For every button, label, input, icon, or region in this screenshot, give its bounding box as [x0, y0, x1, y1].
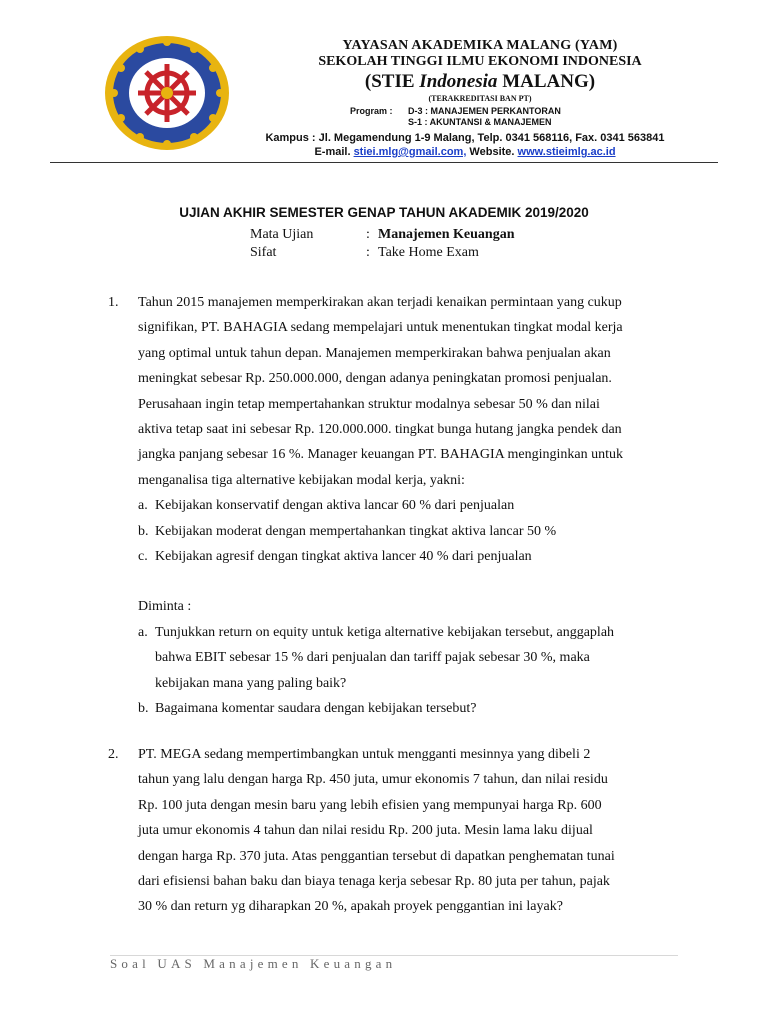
page-footer: Soal UAS Manajemen Keuangan — [110, 956, 397, 971]
asked-item-continuation: bahwa EBIT sebesar 15 % dari penjualan dan tariff pajak sebesar 30 %, maka — [155, 650, 590, 666]
question-line: signifikan, PT. BAHAGIA sedang mempelajari untuk menentukan tingkat modal kerja — [138, 320, 623, 336]
program-label: Program : — [350, 106, 393, 116]
institution-logo-icon — [102, 34, 232, 152]
asked-item-continuation: kebijakan mana yang paling baik? — [155, 675, 347, 691]
question-number: 2. — [108, 747, 119, 762]
option-item: b. Kebijakan moderat dengan mempertahankan tingkat aktiva lancar 50 % — [138, 523, 557, 539]
question-line: dari efisiensi bahan baku dan biaya tenaga kerja sebesar Rp. 80 juta per tahun, pajak — [138, 874, 610, 890]
accreditation-note: (TERAKREDITASI BAN PT) — [428, 94, 532, 103]
question-line: dengan harga Rp. 370 juta. Atas penggantian tersebut di dapatkan penghematan tunai — [138, 848, 615, 864]
question-line: juta umur ekonomis 4 tahun dan nilai residu Rp. 200 juta. Mesin lama laku dijual — [138, 823, 593, 839]
meta-row-subject: Mata Ujian : Manajemen Keuangan — [250, 227, 515, 242]
question-line: Tahun 2015 manajemen memperkirakan akan terjadi kenaikan permintaan yang cukup — [138, 295, 622, 310]
question-line: meningkat sebesar Rp. 250.000.000, dengan adanya peningkatan promosi penjualan. — [138, 371, 612, 387]
contact-info — [245, 131, 685, 159]
asked-item: b. Bagaimana komentar saudara dengan kebijakan tersebut? — [138, 701, 477, 717]
school-name: SEKOLAH TINGGI ILMU EKONOMI INDONESIA — [318, 54, 642, 69]
email-link[interactable]: stiei.mlg@gmail.com, — [353, 146, 467, 158]
letterhead-text — [240, 38, 720, 103]
question-number: 1. — [108, 295, 119, 310]
question-1-body — [138, 290, 693, 722]
foundation-name: YAYASAN AKADEMIKA MALANG (YAM) — [342, 38, 618, 53]
website-link[interactable]: www.stieimlg.ac.id — [517, 146, 616, 158]
option-item: c. Kebijakan agresif dengan tingkat aktiva lancer 40 % dari penjualan — [138, 549, 532, 565]
campus-address: Kampus : Jl. Megamendung 1-9 Malang, Telp. 0341 568116, Fax. 0341 563841 — [265, 132, 665, 144]
program-s1: S-1 : AKUNTANSI & MANAJEMEN — [408, 117, 552, 127]
contact-line: E-mail. stiei.mlg@gmail.com, Website. www.stieimlg.ac.id — [314, 146, 616, 158]
question-line: jangka panjang sebesar 16 %. Manager keuangan PT. BAHAGIA menginginkan untuk — [138, 447, 623, 463]
meta-row-type: Sifat : Take Home Exam — [250, 245, 479, 260]
program-list — [350, 106, 561, 128]
question-line: Rp. 100 juta dengan mesin baru yang lebih efisien yang mempunyai harga Rp. 600 — [138, 797, 602, 813]
option-item: a. Kebijakan konservatif dengan aktiva lancar 60 % dari penjualan — [138, 498, 515, 514]
question-line: aktiva tetap saat ini sebesar Rp. 120.000.000. tingkat bunga hutang jangka pendek dan — [138, 422, 622, 438]
question-2-body — [138, 742, 693, 920]
question-line: 30 % dan return yg diharapkan 20 %, apakah proyek penggantian ini layak? — [138, 899, 563, 915]
asked-label: Diminta : — [138, 599, 192, 615]
question-line: Perusahaan ingin tetap mempertahankan struktur modalnya sebesar 50 % dan nilai — [138, 396, 600, 412]
exam-meta — [250, 226, 515, 262]
question-line: tahun yang lalu dengan harga Rp. 450 juta, umur ekonomis 7 tahun, dan nilai residu — [138, 772, 608, 788]
letterhead — [50, 30, 718, 163]
asked-item: a. Tunjukkan return on equity untuk ketiga alternative kebijakan tersebut, anggaplah — [138, 624, 615, 640]
question-line: PT. MEGA sedang mempertimbangkan untuk mengganti mesinnya yang dibeli 2 — [138, 747, 591, 762]
question-line: yang optimal untuk tahun depan. Manajemen memperkirakan bahwa penjualan akan — [138, 345, 611, 361]
question-line: menganalisa tiga alternative kebijakan modal kerja, yakni: — [138, 472, 465, 488]
exam-title: UJIAN AKHIR SEMESTER GENAP TAHUN AKADEMIK 2019/2020 — [179, 205, 589, 220]
school-short-name: (STIE Indonesia MALANG) — [364, 71, 596, 92]
program-d3: D-3 : MANAJEMEN PERKANTORAN — [408, 106, 561, 116]
